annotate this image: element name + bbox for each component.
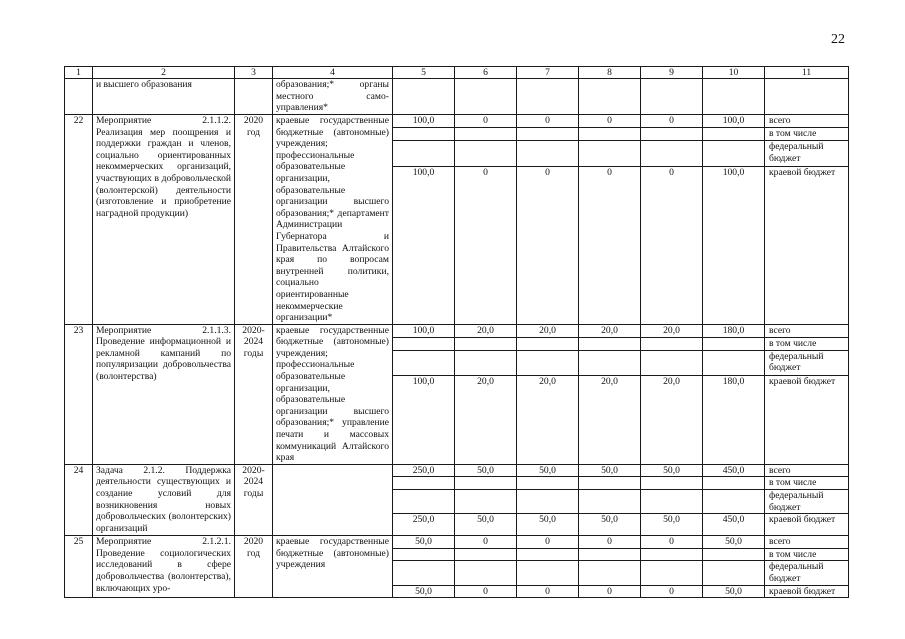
cell-regional: 450,0 bbox=[703, 514, 765, 536]
table-row bbox=[65, 324, 849, 337]
row-executor: краевые государственные бюджетные (автономные) учреждения bbox=[273, 536, 393, 598]
cell-regional: 50,0 bbox=[703, 585, 765, 598]
cell-total: 100,0 bbox=[393, 115, 455, 128]
source-federal: федеральный бюджет bbox=[765, 561, 849, 585]
cell-total: 50,0 bbox=[641, 464, 703, 477]
cell-total: 100,0 bbox=[393, 324, 455, 337]
continuation-name: и высшего образования bbox=[93, 79, 235, 115]
cell-regional: 0 bbox=[579, 585, 641, 598]
cell-total: 20,0 bbox=[455, 324, 517, 337]
row-number: 23 bbox=[65, 324, 93, 464]
table-row bbox=[65, 115, 849, 128]
cell-total: 0 bbox=[455, 536, 517, 549]
row-executor: краевые государственные бюджетные (автономные) учреждения; профессиональные образовательные организации, образовательные организации высшего образования;* департамент Администрации Губернатора и Правительства Алтайского края по вопросам внутренней политики, социально ориентированные некоммерческие организации* bbox=[273, 115, 393, 325]
cell-total: 250,0 bbox=[393, 464, 455, 477]
cell-total: 50,0 bbox=[455, 464, 517, 477]
cell-regional: 250,0 bbox=[393, 514, 455, 536]
source-total: всего bbox=[765, 324, 849, 337]
col-header: 5 bbox=[393, 67, 455, 79]
row-executor bbox=[273, 464, 393, 535]
cell-regional: 0 bbox=[641, 585, 703, 598]
cell-regional: 50,0 bbox=[641, 514, 703, 536]
col-header: 8 bbox=[579, 67, 641, 79]
col-header: 3 bbox=[235, 67, 273, 79]
source-including: в том числе bbox=[765, 548, 849, 561]
cell-total: 50,0 bbox=[579, 464, 641, 477]
row-name: Мероприятие 2.1.1.3. Проведение информационной и рекламной кампаний по популяризации добровольчества (волонтерства) bbox=[93, 324, 235, 464]
cell-total: 0 bbox=[517, 536, 579, 549]
row-number: 24 bbox=[65, 464, 93, 535]
cell-regional: 0 bbox=[455, 585, 517, 598]
program-table bbox=[64, 66, 849, 598]
col-header: 2 bbox=[93, 67, 235, 79]
col-header: 6 bbox=[455, 67, 517, 79]
cell-regional: 50,0 bbox=[517, 514, 579, 536]
cell-regional: 20,0 bbox=[579, 375, 641, 464]
cell-regional: 0 bbox=[517, 585, 579, 598]
row-name: Задача 2.1.2. Поддержка деятельности существующих и создание условий для возникновения новых добровольческих (волонтерских) организаций bbox=[93, 464, 235, 535]
source-regional: краевой бюджет bbox=[765, 375, 849, 464]
cell-total: 0 bbox=[455, 115, 517, 128]
cell-regional: 100,0 bbox=[393, 375, 455, 464]
table-row bbox=[65, 536, 849, 549]
source-including: в том числе bbox=[765, 337, 849, 350]
page-number: 22 bbox=[831, 32, 845, 47]
continuation-executor: образования;* органы местного само-управления* bbox=[273, 79, 393, 115]
source-regional: краевой бюджет bbox=[765, 166, 849, 324]
cell-total: 20,0 bbox=[517, 324, 579, 337]
cell-total: 0 bbox=[641, 536, 703, 549]
continuation-row bbox=[65, 79, 849, 115]
cell-total: 100,0 bbox=[703, 115, 765, 128]
cell-regional: 0 bbox=[641, 166, 703, 324]
col-header: 7 bbox=[517, 67, 579, 79]
cell-total: 20,0 bbox=[641, 324, 703, 337]
cell-regional: 20,0 bbox=[517, 375, 579, 464]
cell-total: 0 bbox=[641, 115, 703, 128]
table-row bbox=[65, 464, 849, 477]
col-header: 10 bbox=[703, 67, 765, 79]
cell-regional: 0 bbox=[517, 166, 579, 324]
cell-regional: 180,0 bbox=[703, 375, 765, 464]
row-years: 2020 год bbox=[235, 536, 273, 598]
source-regional: краевой бюджет bbox=[765, 514, 849, 536]
source-federal: федеральный бюджет bbox=[765, 490, 849, 514]
cell-regional: 20,0 bbox=[641, 375, 703, 464]
cell-regional: 50,0 bbox=[579, 514, 641, 536]
cell-total: 0 bbox=[579, 115, 641, 128]
cell-total: 50,0 bbox=[517, 464, 579, 477]
row-years: 2020-2024 годы bbox=[235, 464, 273, 535]
source-federal: федеральный бюджет bbox=[765, 350, 849, 375]
col-header: 9 bbox=[641, 67, 703, 79]
cell-total: 20,0 bbox=[579, 324, 641, 337]
cell-total: 0 bbox=[517, 115, 579, 128]
col-header: 11 bbox=[765, 67, 849, 79]
column-number-row bbox=[65, 67, 849, 79]
col-header: 4 bbox=[273, 67, 393, 79]
row-name: Мероприятие 2.1.1.2. Реализация мер поощрения и поддержки граждан и членов, социально ориентированных некоммерческих организаций, участвующих в добровольческой (волонтерской) деятельности (изготовление и приобретение наградной продукции) bbox=[93, 115, 235, 325]
row-years: 2020-2024 годы bbox=[235, 324, 273, 464]
cell-regional: 50,0 bbox=[393, 585, 455, 598]
cell-regional: 100,0 bbox=[703, 166, 765, 324]
col-header: 1 bbox=[65, 67, 93, 79]
cell-total: 450,0 bbox=[703, 464, 765, 477]
source-federal: федеральный бюджет bbox=[765, 141, 849, 166]
row-number: 22 bbox=[65, 115, 93, 325]
cell-total: 50,0 bbox=[703, 536, 765, 549]
source-including: в том числе bbox=[765, 128, 849, 141]
cell-regional: 0 bbox=[579, 166, 641, 324]
source-total: всего bbox=[765, 115, 849, 128]
row-number: 25 bbox=[65, 536, 93, 598]
row-years: 2020 год bbox=[235, 115, 273, 325]
source-including: в том числе bbox=[765, 477, 849, 490]
cell-regional: 100,0 bbox=[393, 166, 455, 324]
cell-total: 0 bbox=[579, 536, 641, 549]
row-name: Мероприятие 2.1.2.1. Проведение социологических исследований в сфере добровольчества (волонтерства), включающих уро- bbox=[93, 536, 235, 598]
cell-regional: 50,0 bbox=[455, 514, 517, 536]
source-total: всего bbox=[765, 536, 849, 549]
cell-total: 180,0 bbox=[703, 324, 765, 337]
source-total: всего bbox=[765, 464, 849, 477]
row-executor: краевые государственные бюджетные (автономные) учреждения; профессиональные образовательные организации, образовательные организации высшего образования;* управление печати и массовых коммуникаций Алтайского края bbox=[273, 324, 393, 464]
cell-regional: 20,0 bbox=[455, 375, 517, 464]
source-regional: краевой бюджет bbox=[765, 585, 849, 598]
cell-total: 50,0 bbox=[393, 536, 455, 549]
cell-regional: 0 bbox=[455, 166, 517, 324]
